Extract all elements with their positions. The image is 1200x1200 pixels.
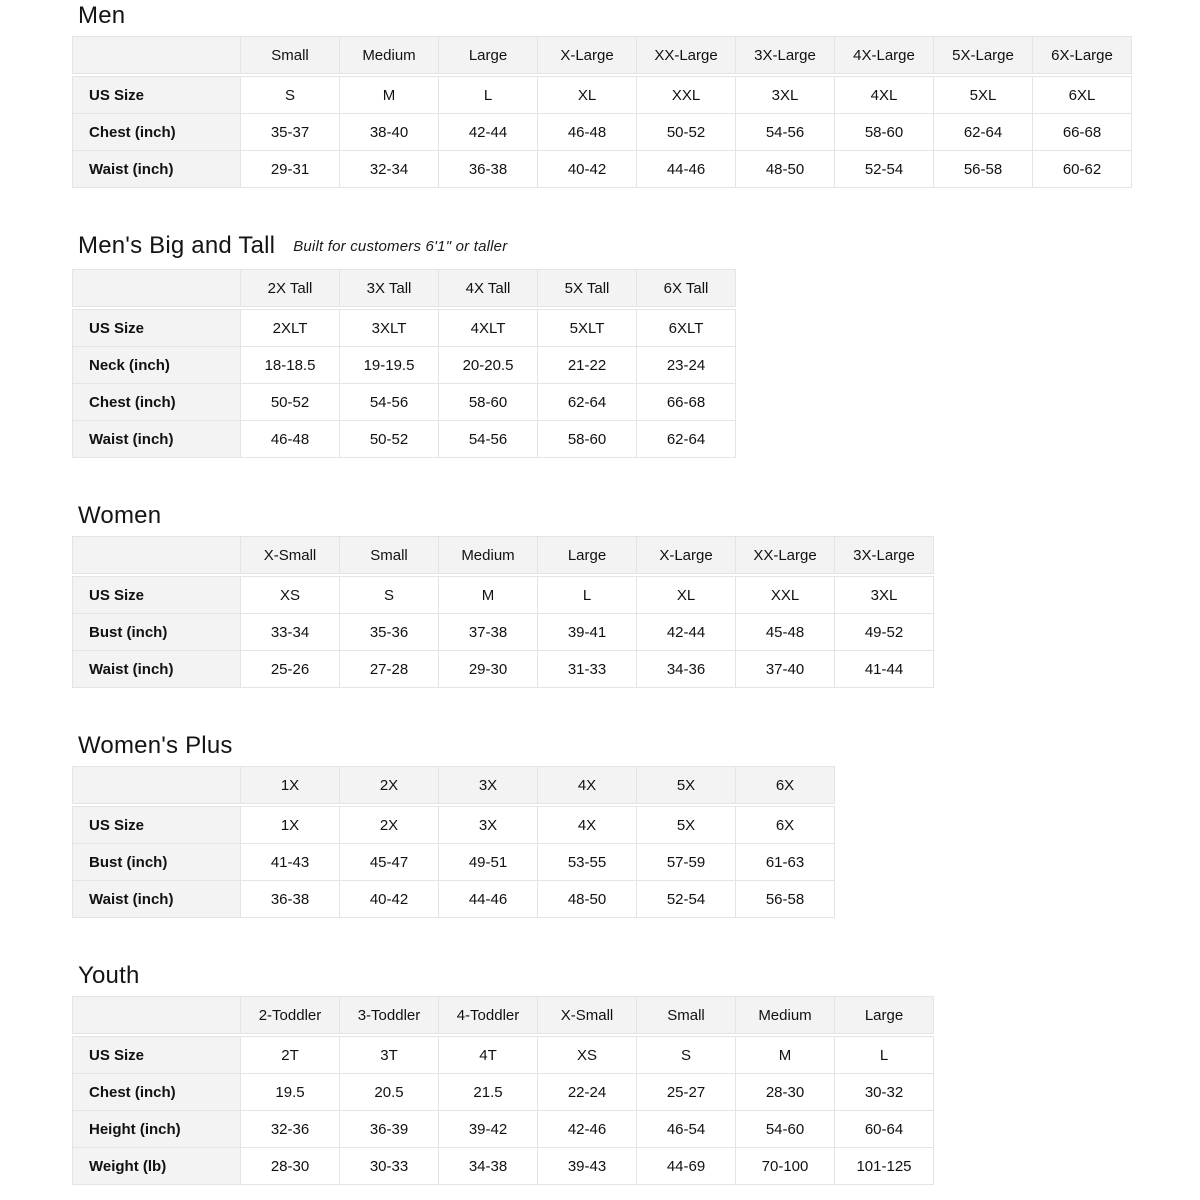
- size-value-cell: 32-36: [241, 1111, 340, 1148]
- section-men: [72, 2, 1200, 188]
- table-row: [73, 614, 934, 651]
- size-value-cell: 54-56: [439, 421, 538, 458]
- size-table-women: [72, 536, 1200, 688]
- column-header-cell: 2X: [340, 767, 439, 804]
- size-value-cell: 44-46: [637, 151, 736, 188]
- corner-cell: [73, 270, 241, 307]
- size-value-cell: 52-54: [637, 881, 736, 918]
- size-value-cell: 58-60: [538, 421, 637, 458]
- size-value-cell: 6XLT: [637, 310, 736, 347]
- row-label-cell: US Size: [73, 577, 241, 614]
- size-value-cell: 44-69: [637, 1148, 736, 1185]
- table-row: [73, 577, 934, 614]
- section-mens-big-and-tall: [72, 232, 1200, 458]
- column-header-cell: Medium: [736, 997, 835, 1034]
- size-value-cell: 44-46: [439, 881, 538, 918]
- section-title-womens-plus: [78, 732, 1200, 760]
- table-row: [73, 844, 835, 881]
- size-value-cell: 36-39: [340, 1111, 439, 1148]
- row-label-cell: Waist (inch): [73, 151, 241, 188]
- size-value-cell: 25-27: [637, 1074, 736, 1111]
- column-header-cell: 4X: [538, 767, 637, 804]
- size-value-cell: 41-43: [241, 844, 340, 881]
- size-value-cell: 31-33: [538, 651, 637, 688]
- section-women: [72, 502, 1200, 688]
- row-label-cell: Chest (inch): [73, 384, 241, 421]
- size-table-youth: [72, 996, 1200, 1185]
- column-header-cell: 3X Tall: [340, 270, 439, 307]
- size-value-cell: 28-30: [736, 1074, 835, 1111]
- size-value-cell: 30-32: [835, 1074, 934, 1111]
- size-value-cell: XS: [538, 1037, 637, 1074]
- size-value-cell: 54-56: [340, 384, 439, 421]
- size-value-cell: 20-20.5: [439, 347, 538, 384]
- column-header-cell: 3-Toddler: [340, 997, 439, 1034]
- corner-cell: [73, 997, 241, 1034]
- size-value-cell: 3T: [340, 1037, 439, 1074]
- size-value-cell: 56-58: [736, 881, 835, 918]
- size-value-cell: 22-24: [538, 1074, 637, 1111]
- row-label-cell: US Size: [73, 310, 241, 347]
- size-value-cell: 45-48: [736, 614, 835, 651]
- section-title-text: Men's Big and Tall: [78, 232, 276, 259]
- size-table: [72, 269, 736, 458]
- table-row: [73, 1111, 934, 1148]
- column-header-cell: XX-Large: [637, 37, 736, 74]
- size-value-cell: 50-52: [340, 421, 439, 458]
- size-value-cell: 42-44: [439, 114, 538, 151]
- size-value-cell: 2X: [340, 807, 439, 844]
- column-header-cell: Large: [835, 997, 934, 1034]
- row-label-cell: Height (inch): [73, 1111, 241, 1148]
- size-value-cell: 19.5: [241, 1074, 340, 1111]
- size-value-cell: 3XL: [835, 577, 934, 614]
- column-header-cell: 3X-Large: [736, 37, 835, 74]
- size-value-cell: 34-36: [637, 651, 736, 688]
- section-title-text: Women's Plus: [78, 732, 233, 759]
- row-label-cell: Waist (inch): [73, 651, 241, 688]
- column-header-cell: Small: [241, 37, 340, 74]
- column-header-cell: XX-Large: [736, 537, 835, 574]
- corner-cell: [73, 37, 241, 74]
- row-label-cell: US Size: [73, 1037, 241, 1074]
- row-label-cell: Bust (inch): [73, 844, 241, 881]
- size-value-cell: 66-68: [637, 384, 736, 421]
- size-value-cell: 57-59: [637, 844, 736, 881]
- size-value-cell: 62-64: [934, 114, 1033, 151]
- size-value-cell: 53-55: [538, 844, 637, 881]
- table-row: [73, 151, 1132, 188]
- column-header-cell: 5X Tall: [538, 270, 637, 307]
- size-value-cell: 32-34: [340, 151, 439, 188]
- column-header-cell: 5X: [637, 767, 736, 804]
- table-row: [73, 807, 835, 844]
- row-label-cell: Waist (inch): [73, 421, 241, 458]
- size-table-men: [72, 36, 1200, 188]
- size-value-cell: 61-63: [736, 844, 835, 881]
- size-value-cell: 30-33: [340, 1148, 439, 1185]
- size-table: [72, 536, 934, 688]
- size-value-cell: 49-52: [835, 614, 934, 651]
- size-chart-page: [72, 2, 1200, 1185]
- column-header-cell: X-Large: [538, 37, 637, 74]
- size-value-cell: 62-64: [538, 384, 637, 421]
- size-value-cell: 39-43: [538, 1148, 637, 1185]
- size-value-cell: 41-44: [835, 651, 934, 688]
- section-title-text: Men: [78, 2, 126, 29]
- column-header-cell: 4X-Large: [835, 37, 934, 74]
- size-value-cell: 6X: [736, 807, 835, 844]
- size-value-cell: 28-30: [241, 1148, 340, 1185]
- size-value-cell: 1X: [241, 807, 340, 844]
- column-header-cell: 6X: [736, 767, 835, 804]
- table-row: [73, 1074, 934, 1111]
- size-value-cell: 39-42: [439, 1111, 538, 1148]
- column-header-cell: 5X-Large: [934, 37, 1033, 74]
- section-title-text: Youth: [78, 962, 140, 989]
- size-value-cell: 27-28: [340, 651, 439, 688]
- size-value-cell: 35-37: [241, 114, 340, 151]
- corner-cell: [73, 767, 241, 804]
- size-value-cell: 52-54: [835, 151, 934, 188]
- size-value-cell: 21-22: [538, 347, 637, 384]
- row-label-cell: Chest (inch): [73, 114, 241, 151]
- size-value-cell: 29-30: [439, 651, 538, 688]
- table-row: [73, 114, 1132, 151]
- column-header-cell: Medium: [340, 37, 439, 74]
- column-header-cell: Medium: [439, 537, 538, 574]
- size-value-cell: 50-52: [637, 114, 736, 151]
- size-value-cell: 46-54: [637, 1111, 736, 1148]
- column-header-cell: 6X Tall: [637, 270, 736, 307]
- size-value-cell: 62-64: [637, 421, 736, 458]
- size-value-cell: 3XL: [736, 77, 835, 114]
- column-header-cell: 4X Tall: [439, 270, 538, 307]
- size-value-cell: 42-44: [637, 614, 736, 651]
- size-value-cell: 4XLT: [439, 310, 538, 347]
- size-value-cell: S: [637, 1037, 736, 1074]
- size-value-cell: 45-47: [340, 844, 439, 881]
- size-value-cell: 23-24: [637, 347, 736, 384]
- section-youth: [72, 962, 1200, 1185]
- table-row: [73, 421, 736, 458]
- size-value-cell: 5XL: [934, 77, 1033, 114]
- size-value-cell: 60-64: [835, 1111, 934, 1148]
- size-value-cell: 66-68: [1033, 114, 1132, 151]
- size-table-mens-big-and-tall: [72, 269, 1200, 458]
- column-header-cell: Large: [538, 537, 637, 574]
- size-value-cell: 58-60: [439, 384, 538, 421]
- column-header-cell: 4-Toddler: [439, 997, 538, 1034]
- column-header-cell: Large: [439, 37, 538, 74]
- size-value-cell: XXL: [637, 77, 736, 114]
- size-value-cell: 19-19.5: [340, 347, 439, 384]
- size-value-cell: 25-26: [241, 651, 340, 688]
- size-value-cell: 3X: [439, 807, 538, 844]
- size-value-cell: 46-48: [241, 421, 340, 458]
- size-value-cell: 29-31: [241, 151, 340, 188]
- size-value-cell: XXL: [736, 577, 835, 614]
- table-row: [73, 651, 934, 688]
- size-value-cell: 5XLT: [538, 310, 637, 347]
- column-header-cell: 3X: [439, 767, 538, 804]
- size-value-cell: 46-48: [538, 114, 637, 151]
- size-value-cell: 18-18.5: [241, 347, 340, 384]
- table-row: [73, 310, 736, 347]
- column-header-cell: Small: [637, 997, 736, 1034]
- size-value-cell: 39-41: [538, 614, 637, 651]
- size-value-cell: 40-42: [340, 881, 439, 918]
- size-value-cell: 40-42: [538, 151, 637, 188]
- column-header-cell: 2-Toddler: [241, 997, 340, 1034]
- size-value-cell: L: [439, 77, 538, 114]
- table-row: [73, 1148, 934, 1185]
- table-row: [73, 77, 1132, 114]
- size-value-cell: 37-40: [736, 651, 835, 688]
- size-value-cell: 101-125: [835, 1148, 934, 1185]
- table-row: [73, 347, 736, 384]
- size-value-cell: 48-50: [736, 151, 835, 188]
- column-header-cell: 2X Tall: [241, 270, 340, 307]
- row-label-cell: Chest (inch): [73, 1074, 241, 1111]
- column-header-cell: X-Large: [637, 537, 736, 574]
- row-label-cell: US Size: [73, 77, 241, 114]
- section-title-mens-big-and-tall: [78, 232, 1200, 263]
- size-value-cell: 70-100: [736, 1148, 835, 1185]
- column-header-cell: 6X-Large: [1033, 37, 1132, 74]
- size-value-cell: 56-58: [934, 151, 1033, 188]
- section-title-women: [78, 502, 1200, 530]
- column-header-cell: X-Small: [538, 997, 637, 1034]
- size-value-cell: 50-52: [241, 384, 340, 421]
- size-value-cell: XS: [241, 577, 340, 614]
- table-row: [73, 384, 736, 421]
- size-value-cell: 5X: [637, 807, 736, 844]
- size-value-cell: M: [439, 577, 538, 614]
- size-value-cell: 38-40: [340, 114, 439, 151]
- size-value-cell: 35-36: [340, 614, 439, 651]
- size-value-cell: 58-60: [835, 114, 934, 151]
- column-header-cell: Small: [340, 537, 439, 574]
- row-label-cell: Neck (inch): [73, 347, 241, 384]
- table-row: [73, 881, 835, 918]
- row-label-cell: US Size: [73, 807, 241, 844]
- row-label-cell: Bust (inch): [73, 614, 241, 651]
- size-value-cell: XL: [637, 577, 736, 614]
- size-value-cell: XL: [538, 77, 637, 114]
- size-table-womens-plus: [72, 766, 1200, 918]
- size-value-cell: 6XL: [1033, 77, 1132, 114]
- size-value-cell: 33-34: [241, 614, 340, 651]
- size-value-cell: 34-38: [439, 1148, 538, 1185]
- size-value-cell: 37-38: [439, 614, 538, 651]
- size-value-cell: L: [835, 1037, 934, 1074]
- row-label-cell: Weight (lb): [73, 1148, 241, 1185]
- size-value-cell: 21.5: [439, 1074, 538, 1111]
- size-table: [72, 36, 1132, 188]
- size-value-cell: 4T: [439, 1037, 538, 1074]
- section-title-text: Women: [78, 502, 162, 529]
- size-value-cell: L: [538, 577, 637, 614]
- size-value-cell: 4X: [538, 807, 637, 844]
- table-row: [73, 1037, 934, 1074]
- size-value-cell: M: [736, 1037, 835, 1074]
- section-title-men: [78, 2, 1200, 30]
- size-table: [72, 996, 934, 1185]
- size-value-cell: 3XLT: [340, 310, 439, 347]
- section-title-youth: [78, 962, 1200, 990]
- size-value-cell: 2T: [241, 1037, 340, 1074]
- size-value-cell: 36-38: [439, 151, 538, 188]
- column-header-cell: X-Small: [241, 537, 340, 574]
- size-value-cell: S: [340, 577, 439, 614]
- size-value-cell: M: [340, 77, 439, 114]
- column-header-cell: 3X-Large: [835, 537, 934, 574]
- size-value-cell: 20.5: [340, 1074, 439, 1111]
- size-value-cell: 49-51: [439, 844, 538, 881]
- size-value-cell: 36-38: [241, 881, 340, 918]
- size-value-cell: 42-46: [538, 1111, 637, 1148]
- size-value-cell: 2XLT: [241, 310, 340, 347]
- section-subtitle-text: Built for customers 6'1" or taller: [293, 238, 508, 255]
- size-value-cell: 60-62: [1033, 151, 1132, 188]
- row-label-cell: Waist (inch): [73, 881, 241, 918]
- column-header-cell: 1X: [241, 767, 340, 804]
- size-value-cell: 4XL: [835, 77, 934, 114]
- size-value-cell: 54-60: [736, 1111, 835, 1148]
- size-value-cell: 48-50: [538, 881, 637, 918]
- corner-cell: [73, 537, 241, 574]
- section-womens-plus: [72, 732, 1200, 918]
- size-table: [72, 766, 835, 918]
- size-value-cell: 54-56: [736, 114, 835, 151]
- size-value-cell: S: [241, 77, 340, 114]
